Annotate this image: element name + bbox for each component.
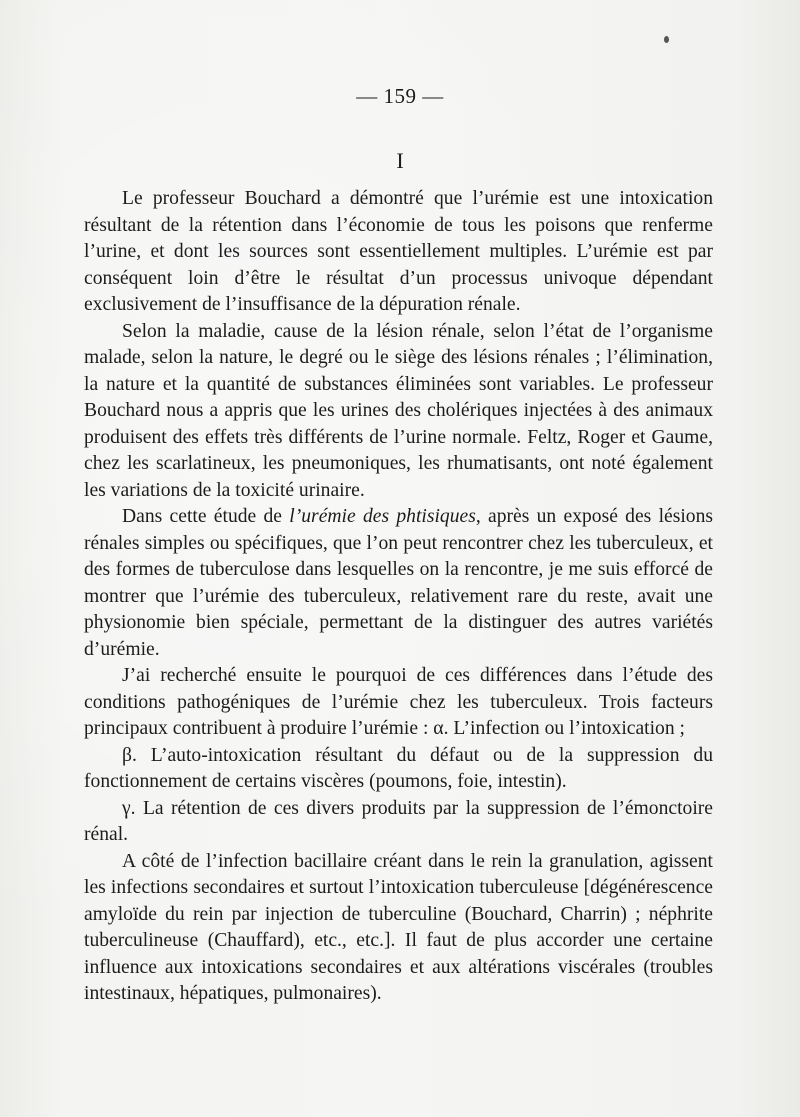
paragraph-3-start: Dans cette étude de [122, 506, 290, 527]
ink-spot [664, 36, 669, 43]
paragraph-2: Selon la maladie, cause de la lésion rénale, selon l’état de l’organisme malade, selon la nature, le degré ou le siège des lésions rénales ; l’élimination, la nature et la quantité de substances éliminées sont variables. Le professeur Bouchard nous a appris que les urines des cholériques injectées à des animaux produisent des effets très différents de l’urine normale. Feltz, Roger et Gaume, chez les scarlatineux, les pneumoniques, les rhumatisants, ont noté également les variations de la toxicité urinaire. [84, 320, 713, 501]
paragraph-beta: β. L’auto-intoxication résultant du défaut ou de la suppression du fonctionnement de certains viscères (poumons, foie, intestin). [84, 744, 713, 792]
paragraph-7: A côté de l’infection bacillaire créant dans le rein la granulation, agissent les infections secondaires et surtout l’intoxication tuberculeuse [dégénérescence amyloïde du rein par injection de tuberculine (Bouchard, Charrin) ; néphrite tuberculineuse (Chauffard), etc., etc.]. Il faut de plus accorder une certaine influence aux intoxications secondaires et aux altérations viscérales (troubles intestinaux, hépatiques, pulmonaires). [84, 850, 713, 1004]
page-number: — 159 — [356, 84, 444, 108]
paragraph-3-italic-title: l’urémie des phtisiques [289, 506, 476, 527]
paragraph-4: J’ai recherché ensuite le pourquoi de ces différences dans l’étude des conditions pathogéniques de l’urémie chez les tuberculeux. Trois facteurs principaux contribuent à produire l’urémie : α. L’infection ou l’intoxication ; [84, 665, 713, 739]
paragraph-3-rest: , après un exposé des lésions rénales simples ou spécifiques, que l’on peut rencontrer chez les tuberculeux, et des formes de tuberculose dans lesquelles on la rencontre, je me suis efforcé de montrer que l’urémie des tuberculeux, relativement rare du reste, avait une physionomie bien spéciale, permettant de la distinguer des autres variétés d’urémie. [84, 506, 714, 660]
paragraph-gamma: γ. La rétention de ces divers produits par la suppression de l’émonctoire rénal. [84, 797, 713, 845]
paragraph-1: Le professeur Bouchard a démontré que l’urémie est une intoxication résultant de la rétention dans l’économie de tous les poisons que renferme l’urine, et dont les sources sont essentiellement multiples. L’urémie est par conséquent loin d’être le résultat d’un processus univoque dépendant exclusivement de l’insuffisance de la dépuration rénale. [84, 188, 713, 315]
paragraph-3 [84, 504, 713, 663]
section-number: I [396, 148, 404, 173]
body-text [84, 186, 713, 1008]
